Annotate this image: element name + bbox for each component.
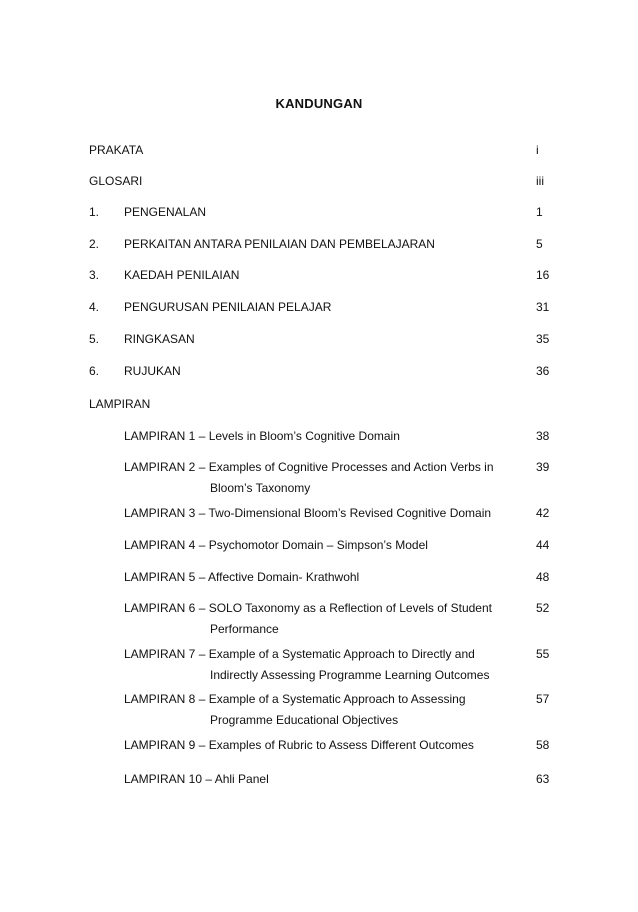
lampiran-title: LAMPIRAN 4 – Psychomotor Domain – Simpson’s Model <box>124 538 428 552</box>
toc-row-chapter-5[interactable] <box>0 330 638 348</box>
toc-page-number: 57 <box>536 692 550 706</box>
lampiran-title: LAMPIRAN 10 – Ahli Panel <box>124 772 269 786</box>
toc-page-number: 39 <box>536 460 550 474</box>
toc-page-number: 35 <box>536 332 550 346</box>
lampiran-title-continuation: Programme Educational Objectives <box>210 713 399 727</box>
toc-row-lampiran-2-cont <box>0 479 638 497</box>
chapter-number: 6. <box>89 364 100 378</box>
toc-row-chapter-2[interactable] <box>0 235 638 253</box>
lampiran-title: LAMPIRAN 2 – Examples of Cognitive Processes and Action Verbs in <box>124 460 494 474</box>
lampiran-title: LAMPIRAN 8 – Example of a Systematic Approach to Assessing <box>124 692 466 706</box>
chapter-number: 4. <box>89 300 100 314</box>
toc-page-number: i <box>536 143 539 157</box>
toc-row-chapter-1[interactable] <box>0 203 638 221</box>
toc-label: PRAKATA <box>89 143 144 157</box>
toc-page-number: 58 <box>536 738 550 752</box>
page-title: KANDUNGAN <box>275 96 363 111</box>
chapter-title: RUJUKAN <box>124 364 181 378</box>
chapter-title: RINGKASAN <box>124 332 195 346</box>
toc-row-lampiran-5[interactable] <box>0 568 638 586</box>
toc-page-number: 31 <box>536 300 550 314</box>
lampiran-title: LAMPIRAN 1 – Levels in Bloom’s Cognitive Domain <box>124 429 400 443</box>
lampiran-title: LAMPIRAN 7 – Example of a Systematic Approach to Directly and <box>124 647 475 661</box>
toc-row-chapter-3[interactable] <box>0 266 638 284</box>
toc-row-lampiran-6-cont <box>0 620 638 638</box>
toc-page-number: 42 <box>536 506 550 520</box>
toc-page-number: iii <box>536 174 544 188</box>
lampiran-title: LAMPIRAN 9 – Examples of Rubric to Assess Different Outcomes <box>124 738 474 752</box>
chapter-title: KAEDAH PENILAIAN <box>124 268 240 282</box>
toc-page-number: 52 <box>536 601 550 615</box>
chapter-title: PENGENALAN <box>124 205 207 219</box>
toc-page-number: 36 <box>536 364 550 378</box>
chapter-number: 5. <box>89 332 100 346</box>
toc-row-chapter-6[interactable] <box>0 362 638 380</box>
lampiran-heading: LAMPIRAN <box>89 397 151 411</box>
toc-row-lampiran-9[interactable] <box>0 736 638 754</box>
toc-row-chapter-4[interactable] <box>0 298 638 316</box>
toc-page-number: 55 <box>536 647 550 661</box>
toc-page-number: 5 <box>536 237 543 251</box>
toc-label: GLOSARI <box>89 174 143 188</box>
toc-row-lampiran-6[interactable] <box>0 599 638 617</box>
toc-page-number: 16 <box>536 268 550 282</box>
toc-row-lampiran-10[interactable] <box>0 770 638 788</box>
chapter-title: PERKAITAN ANTARA PENILAIAN DAN PEMBELAJARAN <box>124 237 435 251</box>
lampiran-title-continuation: Performance <box>210 622 279 636</box>
toc-row-lampiran-3[interactable] <box>0 504 638 522</box>
toc-row-lampiran-8[interactable] <box>0 690 638 708</box>
toc-row-lampiran-4[interactable] <box>0 536 638 554</box>
lampiran-title: LAMPIRAN 3 – Two-Dimensional Bloom’s Revised Cognitive Domain <box>124 506 492 520</box>
chapter-title: PENGURUSAN PENILAIAN PELAJAR <box>124 300 332 314</box>
toc-page-number: 44 <box>536 538 550 552</box>
toc-row-lampiran-7-cont <box>0 666 638 684</box>
toc-row-prakata[interactable] <box>0 141 638 159</box>
toc-page-number: 48 <box>536 570 550 584</box>
toc-row-lampiran-1[interactable] <box>0 427 638 445</box>
lampiran-title: LAMPIRAN 6 – SOLO Taxonomy as a Reflection of Levels of Student <box>124 601 492 615</box>
chapter-number: 1. <box>89 205 100 219</box>
toc-page-number: 1 <box>536 205 543 219</box>
toc-row-glosari[interactable] <box>0 172 638 190</box>
toc-row-lampiran-7[interactable] <box>0 645 638 663</box>
toc-row-lampiran-2[interactable] <box>0 458 638 476</box>
toc-row-lampiran-8-cont <box>0 711 638 729</box>
lampiran-title-continuation: Indirectly Assessing Programme Learning Outcomes <box>210 668 490 682</box>
lampiran-title: LAMPIRAN 5 – Affective Domain- Krathwohl <box>124 570 360 584</box>
toc-page-number: 38 <box>536 429 550 443</box>
lampiran-title-continuation: Bloom’s Taxonomy <box>210 481 311 495</box>
toc-page-number: 63 <box>536 772 550 786</box>
chapter-number: 3. <box>89 268 100 282</box>
toc-row-lampiran-heading <box>0 395 638 413</box>
chapter-number: 2. <box>89 237 100 251</box>
